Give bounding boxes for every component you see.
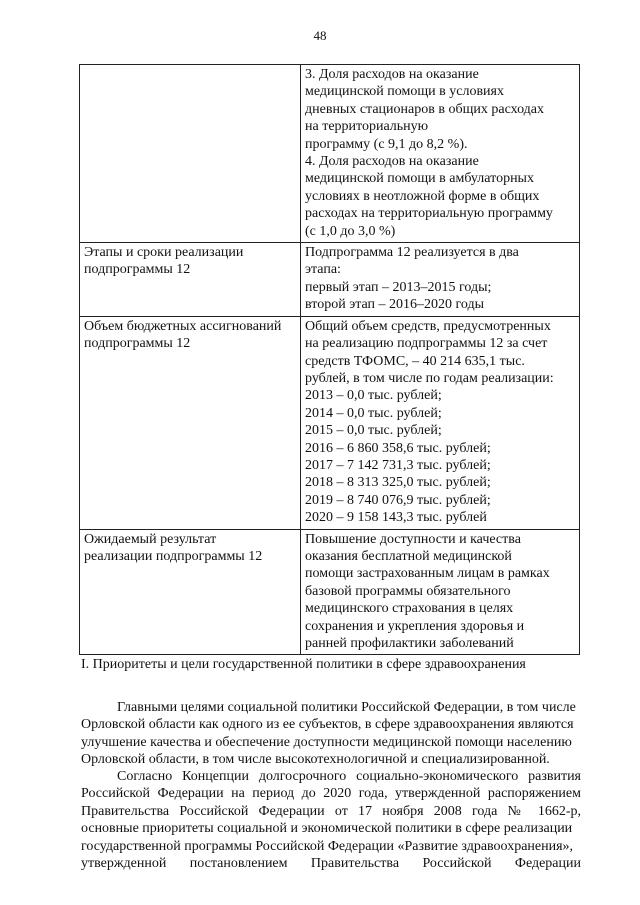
text-line: этапа: [305, 262, 341, 278]
section-heading: I. Приоритеты и цели государственной политики в сфере здравоохранения [81, 657, 526, 672]
text-line: Ожидаемый результат [84, 531, 217, 547]
body-paragraph [81, 699, 581, 769]
text-line: медицинской помощи в амбулаторных [305, 171, 534, 187]
table-row [80, 243, 580, 317]
text-line: рублей, в том числе по годам реализации: [305, 370, 554, 386]
text-line: программу (с 9,1 до 8,2 %). [305, 136, 468, 152]
paragraph-line: Орловской области, в том числе высокотехнологичной и специализированной. [81, 752, 550, 768]
table-cell-value [301, 65, 580, 243]
table-row [80, 316, 580, 529]
text-line: 2019 – 8 740 076,9 тыс. рублей; [305, 492, 491, 508]
text-line: (с 1,0 до 3,0 %) [305, 223, 396, 239]
text-line: оказания бесплатной медицинской [305, 548, 512, 564]
text-line: 2017 – 7 142 731,3 тыс. рублей; [305, 457, 491, 473]
text-line: 2018 – 8 313 325,0 тыс. рублей; [305, 475, 491, 491]
table-cell-value [301, 529, 580, 655]
text-line: 2015 – 0,0 тыс. рублей; [305, 423, 442, 439]
text-line: базовой программы обязательного [305, 583, 511, 599]
text-line: 2013 – 0,0 тыс. рублей; [305, 388, 442, 404]
text-line: подпрограммы 12 [84, 262, 191, 278]
paragraph-line: основные приоритеты социальной и экономической политики в сфере реализации [81, 821, 573, 837]
text-line: Общий объем средств, предусмотренных [305, 318, 551, 334]
text-line: Объем бюджетных ассигнований [84, 318, 282, 334]
table-cell-value [301, 316, 580, 529]
text-line: на реализацию подпрограммы 12 за счет [305, 336, 548, 352]
table-cell-label [80, 529, 301, 655]
text-line: первый этап – 2013–2015 годы; [305, 279, 492, 295]
paragraph-line: государственной программы Российской Федерации «Развитие здравоохранения», [81, 838, 574, 854]
table-cell-label [80, 316, 301, 529]
table-cell-label [80, 243, 301, 317]
text-line: средств ТФОМС, – 40 214 635,1 тыс. [305, 353, 525, 369]
text-line: 4. Доля расходов на оказание [305, 154, 479, 170]
text-line: Повышение доступности и качества [305, 531, 521, 547]
table-cell-value [301, 243, 580, 317]
subprogram-passport-table [79, 64, 580, 655]
paragraph-line: Российской Федерации на период до 2020 года, утвержденной распоряжением [81, 786, 581, 802]
text-line: Этапы и сроки реализации [84, 245, 244, 261]
text-line: второй этап – 2016–2020 годы [305, 297, 485, 313]
body-paragraph [81, 768, 581, 872]
paragraph-line: Согласно Концепции долгосрочного социально-экономического развития [117, 769, 581, 784]
table-row [80, 65, 580, 243]
table-row [80, 529, 580, 655]
text-line: 3. Доля расходов на оказание [305, 67, 479, 82]
text-line: на территориальную [305, 119, 429, 135]
text-line: медицинского страхования в целях [305, 601, 514, 617]
text-line: расходах на территориальную программу [305, 206, 553, 222]
text-line: подпрограммы 12 [84, 336, 191, 352]
text-line: 2020 – 9 158 143,3 тыс. рублей [305, 510, 487, 526]
text-line: 2016 – 6 860 358,6 тыс. рублей; [305, 440, 491, 456]
page-number: 48 [313, 28, 327, 43]
paragraph-line: утвержденной постановлением Правительства Российской Федерации [81, 856, 581, 872]
paragraph-line: Главными целями социальной политики Российской Федерации, в том числе [117, 700, 576, 715]
paragraph-line: Орловской области как одного из ее субъектов, в сфере здравоохранения являются [81, 717, 574, 733]
text-line: сохранения и укрепления здоровья и [305, 618, 525, 634]
text-line: медицинской помощи в условиях [305, 84, 504, 100]
text-line: дневных стационаров в общих расходах [305, 101, 545, 117]
text-line: помощи застрахованным лицам в рамках [305, 566, 550, 582]
text-line: реализации подпрограммы 12 [84, 548, 263, 564]
text-line: Подпрограмма 12 реализуется в два [305, 245, 519, 261]
table-cell-label [80, 65, 301, 243]
text-line: 2014 – 0,0 тыс. рублей; [305, 405, 442, 421]
paragraph-line: Правительства Российской Федерации от 17 ноября 2008 года № 1662-р, [81, 803, 581, 819]
text-line: условиях в неотложной форме в общих [305, 188, 540, 204]
text-line: ранней профилактики заболеваний [305, 636, 514, 651]
paragraph-line: улучшение качества и обеспечение доступности медицинской помощи населению [81, 734, 572, 750]
